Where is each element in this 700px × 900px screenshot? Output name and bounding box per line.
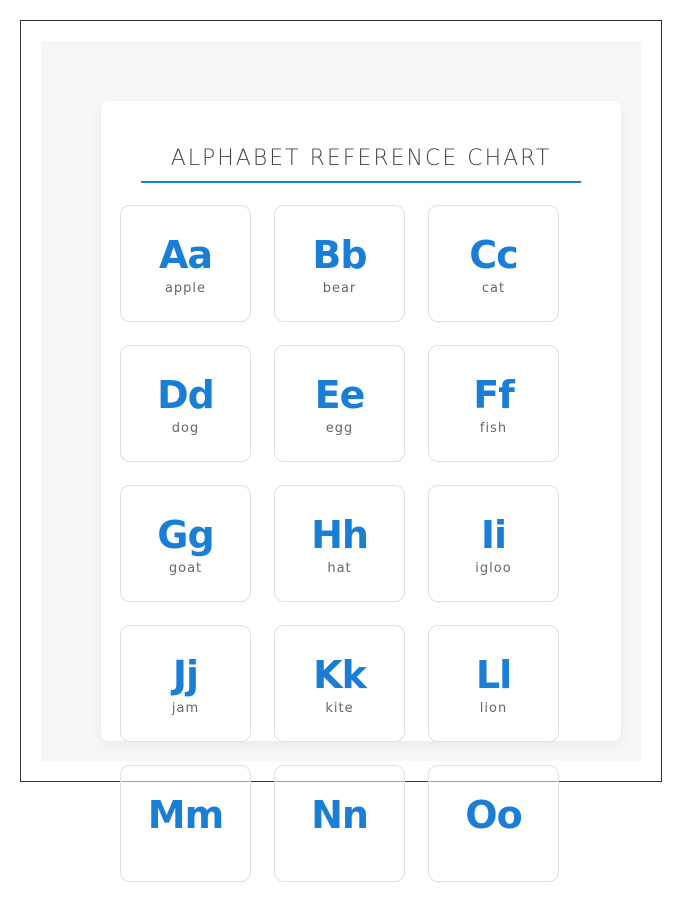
example-word: apple <box>164 281 207 296</box>
letter-pair: Aa <box>158 233 213 277</box>
example-word: jam <box>171 701 200 716</box>
letter-pair: Gg <box>157 513 214 557</box>
letter-tile <box>120 485 251 602</box>
letter-pair: Oo <box>465 793 522 837</box>
example-word: dog <box>171 421 200 436</box>
example-word: bear <box>322 281 357 296</box>
letter-pair: Ee <box>314 373 365 417</box>
example-word: cat <box>481 281 506 296</box>
letter-grid <box>120 205 561 837</box>
example-word: igloo <box>475 561 512 576</box>
example-word: fish <box>479 421 508 436</box>
letter-tile <box>274 625 405 742</box>
letter-pair: Ff <box>473 373 514 417</box>
letter-tile <box>120 205 251 322</box>
letter-pair: Ii <box>480 513 507 557</box>
example-word: goat <box>168 561 203 576</box>
letter-pair: Jj <box>172 653 199 697</box>
example-word: kite <box>325 701 354 716</box>
letter-tile <box>274 765 405 882</box>
letter-tile <box>428 205 559 322</box>
letter-tile <box>120 625 251 742</box>
letter-tile <box>274 345 405 462</box>
letter-tile <box>428 345 559 462</box>
letter-tile <box>428 485 559 602</box>
letter-pair: Ll <box>475 653 512 697</box>
letter-pair: Cc <box>469 233 518 277</box>
example-word: egg <box>325 421 354 436</box>
letter-pair: Bb <box>312 233 367 277</box>
letter-tile <box>274 485 405 602</box>
letter-tile <box>428 625 559 742</box>
letter-tile <box>428 765 559 882</box>
letter-tile <box>274 205 405 322</box>
example-word: hat <box>327 561 352 576</box>
letter-pair: Mm <box>147 793 224 837</box>
example-word: lion <box>479 701 508 716</box>
letter-tile <box>120 765 251 882</box>
letter-pair: Kk <box>313 653 366 697</box>
page-title: ALPHABET REFERENCE CHART <box>141 143 581 183</box>
letter-tile <box>120 345 251 462</box>
letter-pair: Nn <box>311 793 368 837</box>
letter-pair: Hh <box>311 513 368 557</box>
letter-pair: Dd <box>157 373 214 417</box>
